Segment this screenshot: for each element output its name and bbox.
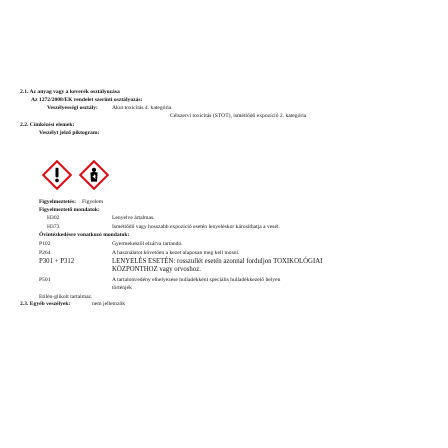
signal-word-label: Figyelmeztetés: <box>39 199 76 205</box>
p-text-continued: történjék <box>112 285 132 291</box>
h-code: H373 <box>47 224 60 230</box>
section-2-2-heading: 2.2. Címkézési elemek: <box>20 122 75 128</box>
hazard-class-value-1: Akut toxicitás 4. kategória <box>112 105 172 111</box>
hazard-statements-heading: Figyelmeztető mondatok: <box>39 207 100 213</box>
signal-word-value: Figyelem <box>82 199 104 205</box>
h-code: H302 <box>47 215 60 221</box>
ingredient-note: Etilén-glikolt tartalmaz. <box>39 294 93 300</box>
other-hazards-value: nem jellemzők <box>92 301 126 307</box>
section-2-3-heading: 2.3. Egyéb veszélyek: <box>20 301 71 307</box>
health-hazard-pictogram <box>79 160 109 190</box>
p-text: LENYELÉS ESETÉN: rosszullét esetén azonnal forduljon TOXIKOLÓGIAI <box>112 258 323 265</box>
section-2-1-heading: 2.1. Az anyag vagy a keverék osztályozása <box>20 89 120 95</box>
h-text: Lenyelve ártalmas. <box>112 215 155 221</box>
precautionary-statements-heading: Óvintézkedésre vonatkozó mondatok: <box>39 232 130 238</box>
h-text: Ismétlődő vagy hosszabb expozíció esetén lenyeléskor károsíthatja a vesét. <box>112 224 280 230</box>
p-code: P501 <box>39 277 51 283</box>
p-code: P264 <box>39 250 51 256</box>
p-text: Gyermekektől elzárva tartandó. <box>112 241 183 247</box>
hazard-class-label: Veszélyességi osztály: <box>47 105 98 111</box>
p-text: A tartalom/edény elhelyezése hulladékként speciális hulladékkezelő helyen <box>112 277 281 283</box>
p-code: P301 + P312 <box>39 258 75 265</box>
pictogram-label: Veszélyt jelző piktogram: <box>39 130 100 136</box>
hazard-class-value-2: Célszervi toxicitás (STOT), ismétlődő expozíció 2. kategória <box>170 113 307 119</box>
p-text-continued: KÖZPONTHOZ vagy orvoshoz. <box>112 266 201 273</box>
p-code: P102 <box>39 241 51 247</box>
p-text: A használatot követően a kezet alaposan meg kell mosni. <box>112 250 240 256</box>
exclamation-mark-pictogram <box>42 160 72 190</box>
classification-regulation: Az 1272/2008/EK rendelet szerinti osztályozás: <box>31 97 143 103</box>
